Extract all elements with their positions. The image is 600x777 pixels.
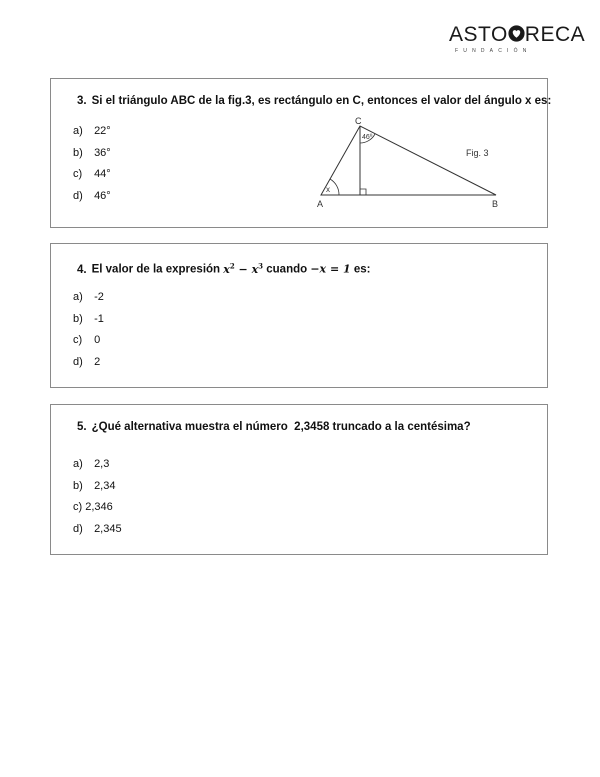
option-label: a) (73, 291, 83, 303)
option-c[interactable] (73, 500, 122, 522)
option-label: d) (73, 522, 83, 535)
option-b[interactable] (73, 479, 122, 501)
question-4-title (77, 261, 370, 276)
question-4-box (50, 243, 548, 388)
question-5-text: ¿Qué alternativa muestra el número 2,3458 truncado a la centésima? (91, 421, 471, 433)
logo-text-part1: ASTO (449, 23, 508, 46)
option-label: c) (73, 334, 83, 346)
question-4-text-before: El valor de la expresión (91, 263, 221, 276)
question-5-options (73, 457, 122, 543)
expr-exponent: 3 (258, 261, 264, 270)
question-3-text: Si el triángulo ABC de la fig.3, es rectángulo en C, entonces el valor del ángulo x es: (91, 95, 552, 107)
question-4-number: 4. (77, 263, 87, 276)
logo-subtitle: FUNDACIÓN (455, 48, 532, 54)
angle-arc-a (330, 179, 339, 195)
option-text: 36° (94, 146, 111, 159)
vertex-a-label: A (317, 199, 324, 209)
question-5-box (50, 404, 548, 555)
question-3-box (50, 78, 552, 228)
option-a[interactable] (73, 124, 111, 146)
option-label: c) (73, 168, 83, 180)
question-4-text-after: es: (353, 263, 371, 276)
option-label: d) (73, 355, 83, 368)
option-text: 2,346 (85, 501, 113, 513)
option-label: d) (73, 189, 83, 202)
option-text: 22° (94, 125, 111, 137)
angle-c-label: 46º (362, 134, 373, 141)
question-4-text-middle: cuando (266, 263, 308, 276)
option-text: -2 (94, 291, 104, 303)
vertex-c-label: C (355, 116, 362, 126)
option-d[interactable] (73, 522, 122, 544)
option-text: 46° (94, 189, 111, 202)
astoreca-logo (449, 23, 586, 54)
option-a[interactable] (73, 457, 122, 479)
option-c[interactable] (73, 333, 104, 355)
option-text: 2,3 (94, 458, 110, 470)
question-3-title (77, 95, 551, 107)
heart-icon (508, 25, 525, 42)
option-text: 0 (94, 334, 101, 346)
expr-minus: − (234, 262, 252, 276)
expr-exponent: 2 (229, 261, 235, 270)
condition: −x = 1 (310, 262, 351, 276)
logo-text-part2: RECA (524, 23, 586, 46)
figure-caption: Fig. 3 (466, 148, 489, 158)
option-text: 2,345 (94, 522, 122, 535)
option-text: 2 (94, 355, 101, 368)
option-label: a) (73, 125, 83, 137)
expr-var: x (251, 262, 259, 276)
expr-var: x (223, 262, 230, 276)
option-d[interactable] (73, 355, 104, 377)
option-label: b) (73, 146, 83, 159)
option-label: b) (73, 312, 83, 325)
option-label: c) (73, 501, 83, 513)
option-text: -1 (94, 312, 104, 325)
option-b[interactable] (73, 312, 104, 334)
option-b[interactable] (73, 146, 111, 168)
question-3-number: 3. (77, 95, 87, 107)
angle-x-label: x (326, 185, 330, 194)
question-5-title (77, 421, 471, 433)
question-5-number: 5. (77, 421, 87, 433)
option-c[interactable] (73, 167, 111, 189)
question-4-options (73, 290, 104, 376)
option-label: a) (73, 458, 83, 470)
option-d[interactable] (73, 189, 111, 211)
triangle-figure (309, 114, 509, 214)
option-text: 2,34 (94, 479, 116, 492)
expression (223, 263, 263, 276)
vertex-b-label: B (492, 199, 499, 209)
right-angle-mark (360, 189, 366, 195)
logo-wordmark (449, 23, 586, 46)
option-label: b) (73, 479, 83, 492)
option-a[interactable] (73, 290, 104, 312)
triangle-abc (321, 126, 496, 195)
option-text: 44° (94, 168, 111, 180)
question-3-options (73, 124, 111, 210)
